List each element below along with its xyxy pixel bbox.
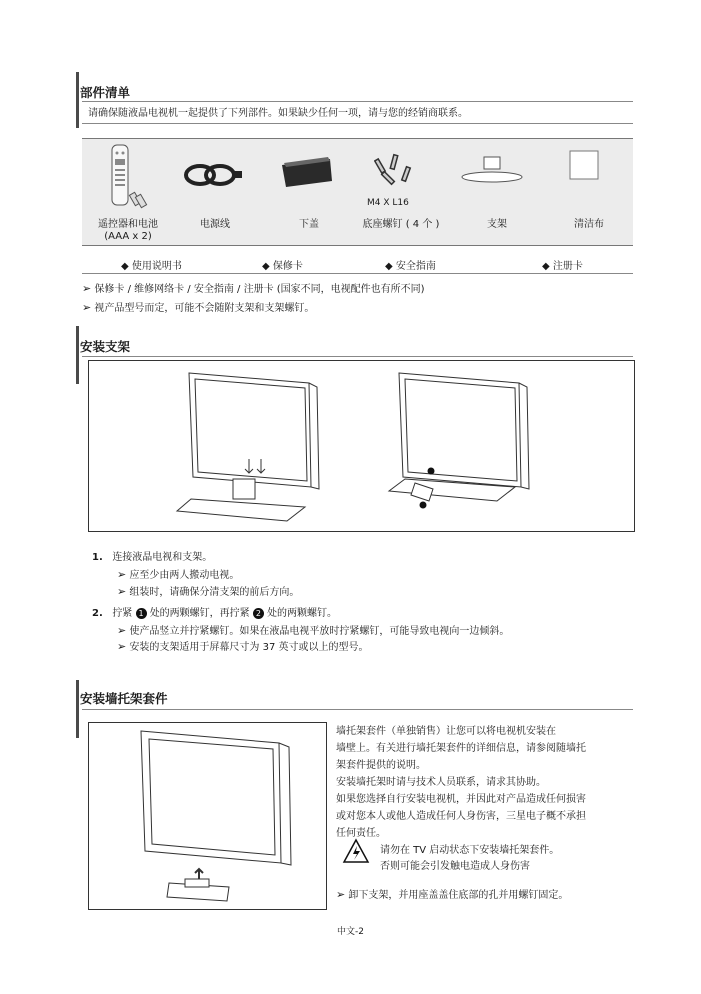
wall-illustration	[89, 723, 326, 909]
section-marker	[76, 680, 79, 738]
wall-para-line: 架套件提供的说明。	[336, 760, 426, 771]
stand-step-1: 1. 连接液晶电视和支架。	[92, 552, 213, 563]
parts-note-1: ➢ 保修卡 / 维修网络卡 / 安全指南 / 注册卡 (国家不同，电视配件也有所不同)	[82, 282, 425, 295]
part-label-batteries: (AAA x 2)	[104, 231, 152, 242]
divider	[82, 356, 633, 357]
screw-spec: M4 X L16	[367, 198, 409, 208]
cover-bottom-icon	[278, 155, 334, 189]
section-marker	[76, 326, 79, 384]
doc-registration: ◆ 注册卡	[542, 261, 583, 272]
part-label-cloth: 清洁布	[574, 219, 604, 230]
parts-note-2: ➢ 视产品型号而定，可能不会随附支架和支架螺钉。	[82, 301, 315, 314]
stand-step-1-note-2: ➢ 组装时，请确保分清支架的前后方向。	[117, 585, 300, 598]
part-label-stand: 支架	[487, 219, 507, 230]
wall-para-line: 安装墙托架时请与技术人员联系，请求其协助。	[336, 777, 546, 788]
doc-manual: ◆ 使用说明书	[121, 261, 182, 272]
part-label-power-cord: 电源线	[200, 219, 230, 230]
divider	[82, 709, 633, 710]
warning-line-2: 否则可能会引发触电造成人身伤害	[380, 861, 530, 872]
parts-panel	[82, 138, 633, 246]
doc-safety: ◆ 安全指南	[385, 261, 436, 272]
stand-illustration	[89, 361, 634, 531]
part-label-screws: 底座螺钉 ( 4 个 )	[362, 219, 440, 230]
warning-line-1: 请勿在 TV 启动状态下安装墙托架套件。	[380, 845, 560, 856]
wall-para-line: 任何责任。	[336, 828, 386, 839]
stand-step-2-note-1: ➢ 使产品竖立并拧紧螺钉。如果在液晶电视平放时拧紧螺钉，可能导致电视向一边倾斜。	[117, 624, 510, 637]
electric-shock-warning-icon	[342, 838, 370, 864]
doc-warranty: ◆ 保修卡	[262, 261, 303, 272]
divider	[82, 101, 633, 102]
divider	[82, 123, 633, 124]
wall-para-line: 墙托架套件（单独销售）让您可以将电视机安装在	[336, 726, 556, 737]
wall-para-line: 如果您选择自行安装电视机，并因此对产品造成任何损害	[336, 794, 586, 805]
stand-step-1-note-1: ➢ 应至少由两人搬动电视。	[117, 568, 240, 581]
section-marker	[76, 72, 79, 128]
wall-para-line: 或对您本人或他人造成任何人身伤害，三星电子概不承担	[336, 811, 586, 822]
power-cord-icon	[182, 159, 244, 191]
part-label-remote: 遥控器和电池	[98, 219, 158, 230]
stand-icon	[460, 155, 524, 185]
wall-para-line: 墙壁上。有关进行墙托架套件的详细信息，请参阅随墙托	[336, 743, 586, 754]
parts-intro: 请确保随液晶电视机一起提供了下列部件。如果缺少任何一项，请与您的经销商联系。	[88, 108, 468, 119]
parts-title: 部件清单	[80, 85, 131, 100]
stand-figure	[88, 360, 635, 532]
wall-title: 安装墙托架套件	[80, 691, 168, 706]
stand-step-2: 2. 拧紧 1 处的两颗螺钉，再拧紧 2 处的两颗螺钉。	[92, 608, 338, 619]
marker-1-icon: 1	[136, 608, 147, 619]
page-number: 中文-2	[337, 927, 364, 937]
marker-2-icon: 2	[253, 608, 264, 619]
stand-step-2-note-2: ➢ 安装的支架适用于屏幕尺寸为 37 英寸或以上的型号。	[117, 640, 369, 653]
remote-control-icon	[108, 143, 148, 209]
part-label-cover: 下盖	[299, 219, 319, 230]
screws-icon	[374, 153, 422, 189]
wall-figure	[88, 722, 327, 910]
wall-note: ➢ 卸下支架，并用座盖盖住底部的孔并用螺钉固定。	[336, 888, 569, 901]
cleaning-cloth-icon	[568, 149, 600, 183]
divider	[82, 273, 633, 274]
stand-title: 安装支架	[80, 339, 131, 354]
